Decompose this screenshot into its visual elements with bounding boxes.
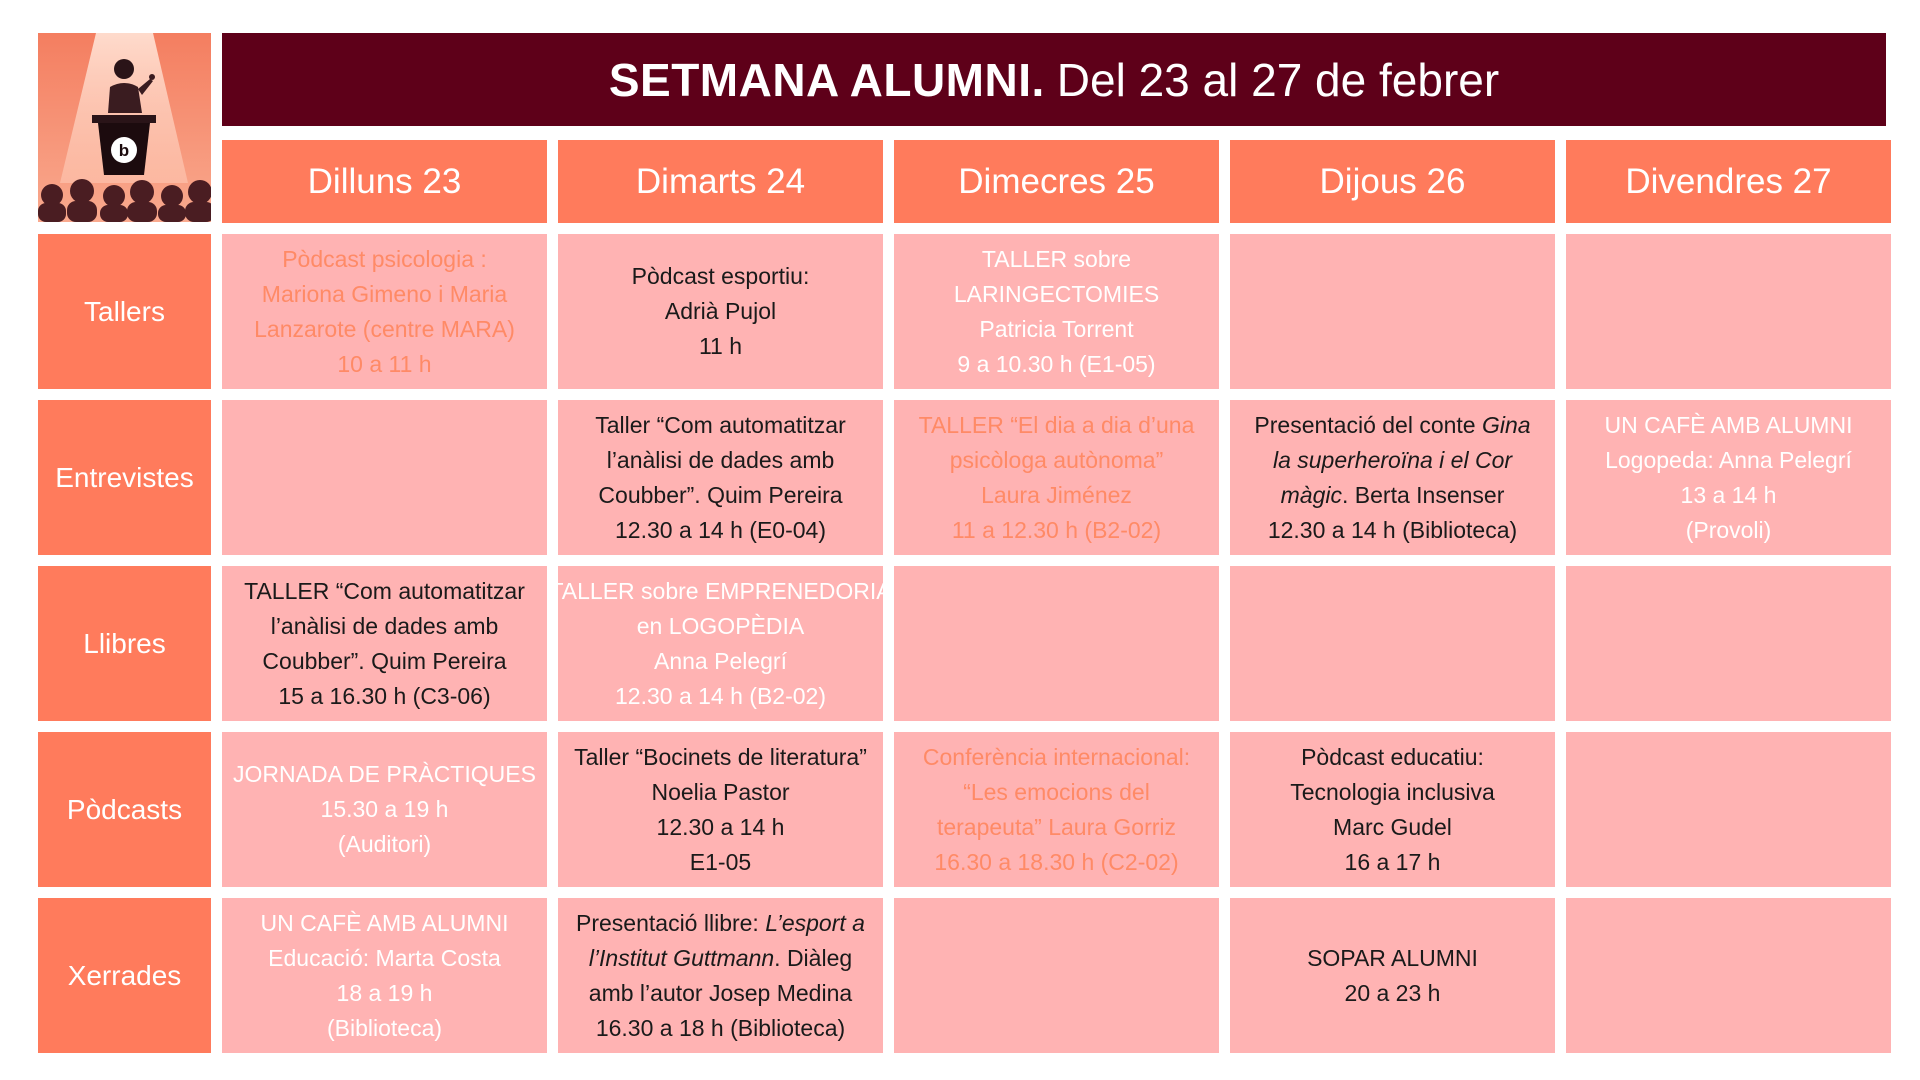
cell-line: psicòloga autònoma” <box>949 446 1164 473</box>
cell-line: Pòdcast psicologia : <box>282 245 487 272</box>
row-label-tallers: Tallers <box>38 234 211 389</box>
day-header-wednesday: Dimecres 25 <box>894 140 1219 223</box>
row-label-xerrades: Xerrades <box>38 898 211 1053</box>
book-title: Gina <box>1482 411 1531 438</box>
schedule-cell <box>549 566 892 721</box>
page-title <box>222 33 1886 126</box>
cell-line <box>576 941 865 976</box>
cell-line: Coubber”. Quim Pereira <box>262 647 507 674</box>
cell-line: 11 h <box>698 333 743 359</box>
cell-line <box>1254 478 1530 513</box>
schedule-cell <box>558 732 883 887</box>
schedule-cell <box>1566 400 1891 555</box>
cell-line: Mariona Gimeno i Maria <box>261 280 508 307</box>
cell-line: E1-05 <box>689 848 752 875</box>
cell-line: Noelia Pastor <box>651 778 790 805</box>
empty-cell <box>1230 566 1555 721</box>
schedule-cell <box>222 566 547 721</box>
day-header-thursday: Dijous 26 <box>1230 140 1555 223</box>
empty-cell <box>894 566 1219 721</box>
cell-line: 10 a 11 h <box>337 350 432 377</box>
cell-line: (Biblioteca) <box>326 1014 443 1041</box>
cell-line: JORNADA DE PRÀCTIQUES <box>233 761 536 787</box>
schedule-cell <box>558 234 883 389</box>
cell-line: LARINGECTOMIES <box>953 280 1160 307</box>
empty-cell <box>1566 898 1891 1053</box>
cell-text: . Berta Insenser <box>1342 481 1505 508</box>
cell-line: TALLER “Com automatitzar <box>244 577 525 604</box>
cell-line: Lanzarote (centre MARA) <box>254 315 515 342</box>
schedule-cell <box>558 400 883 555</box>
row-label-llibres: Llibres <box>38 566 211 721</box>
empty-cell <box>1566 566 1891 721</box>
cell-line: Laura Jiménez <box>981 481 1132 508</box>
schedule-cell <box>1230 898 1555 1053</box>
cell-line: 16 a 17 h <box>1344 848 1441 875</box>
schedule-cell <box>222 898 547 1053</box>
cell-line: Coubber”. Quim Pereira <box>598 481 843 508</box>
schedule-cell <box>222 234 547 389</box>
cell-line: en LOGOPÈDIA <box>636 612 805 639</box>
cell-line: Anna Pelegrí <box>654 647 787 674</box>
cell-line: 15 a 16.30 h (C3-06) <box>278 682 491 709</box>
cell-line <box>576 906 865 941</box>
schedule-cell <box>894 234 1219 389</box>
cell-line: Educació: Marta Costa <box>268 944 501 971</box>
empty-cell <box>1566 732 1891 887</box>
day-header-friday: Divendres 27 <box>1566 140 1891 223</box>
cell-line <box>1254 408 1530 443</box>
schedule-cell <box>894 400 1219 555</box>
cell-line: Taller “Bocinets de literatura” <box>574 743 867 770</box>
cell-line: 11 a 12.30 h (B2-02) <box>951 516 1162 543</box>
schedule-cell <box>222 732 547 887</box>
book-title: la superheroïna i el Cor <box>1272 446 1513 473</box>
empty-cell <box>1566 234 1891 389</box>
cell-line: “Les emocions del <box>963 778 1150 805</box>
cell-line: 16.30 a 18 h (Biblioteca) <box>595 1014 846 1041</box>
cell-line: UN CAFÈ AMB ALUMNI <box>1604 411 1853 438</box>
cell-text: Presentació llibre: <box>576 909 766 936</box>
cell-line: l’anàlisi de dades amb <box>606 446 835 473</box>
empty-cell <box>894 898 1219 1053</box>
title-dates: Del 23 al 27 de febrer <box>1056 53 1500 106</box>
svg-text:b: b <box>118 141 130 160</box>
cell-line: TALLER sobre <box>981 245 1132 272</box>
day-header-monday: Dilluns 23 <box>222 140 547 223</box>
cell-line: 9 a 10.30 h (E1-05) <box>957 350 1156 377</box>
schedule-cell <box>1230 400 1555 555</box>
speaker-podium-icon <box>38 33 211 222</box>
cell-line: SOPAR ALUMNI <box>1307 944 1478 971</box>
cell-line: Taller “Com automatitzar <box>595 411 846 438</box>
cell-line: Patricia Torrent <box>979 315 1134 342</box>
cell-line: l’anàlisi de dades amb <box>270 612 499 639</box>
cell-line: Conferència internacional: <box>922 743 1191 770</box>
cell-line: UN CAFÈ AMB ALUMNI <box>260 909 509 936</box>
book-title: l’Institut Guttmann <box>588 944 775 971</box>
cell-line: 13 a 14 h <box>1680 481 1777 508</box>
cell-line: Pòdcast educatiu: <box>1301 743 1484 770</box>
cell-line: 12.30 a 14 h (Biblioteca) <box>1267 516 1518 543</box>
cell-line: Pòdcast esportiu: <box>631 263 810 289</box>
cell-line: terapeuta” Laura Gorriz <box>936 813 1177 840</box>
cell-line: Tecnologia inclusiva <box>1290 778 1495 805</box>
empty-cell <box>1230 234 1555 389</box>
day-header-tuesday: Dimarts 24 <box>558 140 883 223</box>
schedule-cell <box>1230 732 1555 887</box>
cell-line: (Auditori) <box>337 831 432 857</box>
title-bold: SETMANA ALUMNI. <box>608 53 1045 106</box>
event-logo <box>38 33 211 222</box>
cell-line: 12.30 a 14 h <box>656 813 785 840</box>
cell-line: 18 a 19 h <box>336 979 433 1006</box>
book-title: L’esport a <box>765 909 865 936</box>
cell-line: Marc Gudel <box>1333 813 1452 840</box>
cell-line: 20 a 23 h <box>1344 979 1441 1006</box>
cell-line: TALLER “El dia a dia d’una <box>918 411 1195 438</box>
empty-cell <box>222 400 547 555</box>
cell-text: . Diàleg <box>774 944 853 971</box>
cell-line: amb l’autor Josep Medina <box>588 979 853 1006</box>
cell-line: 12.30 a 14 h (E0-04) <box>615 516 826 543</box>
cell-text: Presentació del conte <box>1254 411 1482 438</box>
book-title: màgic <box>1280 481 1342 508</box>
row-label-entrevistes: Entrevistes <box>38 400 211 555</box>
cell-line: Logopeda: Anna Pelegrí <box>1605 446 1852 473</box>
cell-line: 16.30 a 18.30 h (C2-02) <box>934 848 1179 875</box>
schedule-cell <box>894 732 1219 887</box>
row-label-podcasts: Pòdcasts <box>38 732 211 887</box>
cell-line: Adrià Pujol <box>664 298 777 324</box>
cell-line: 15.30 a 19 h <box>320 796 449 822</box>
cell-line: TALLER sobre EMPRENEDORIA <box>549 577 892 604</box>
cell-line: 12.30 a 14 h (B2-02) <box>615 682 826 709</box>
cell-line <box>1254 443 1530 478</box>
cell-line: (Provoli) <box>1685 516 1772 543</box>
schedule-cell <box>558 898 883 1053</box>
